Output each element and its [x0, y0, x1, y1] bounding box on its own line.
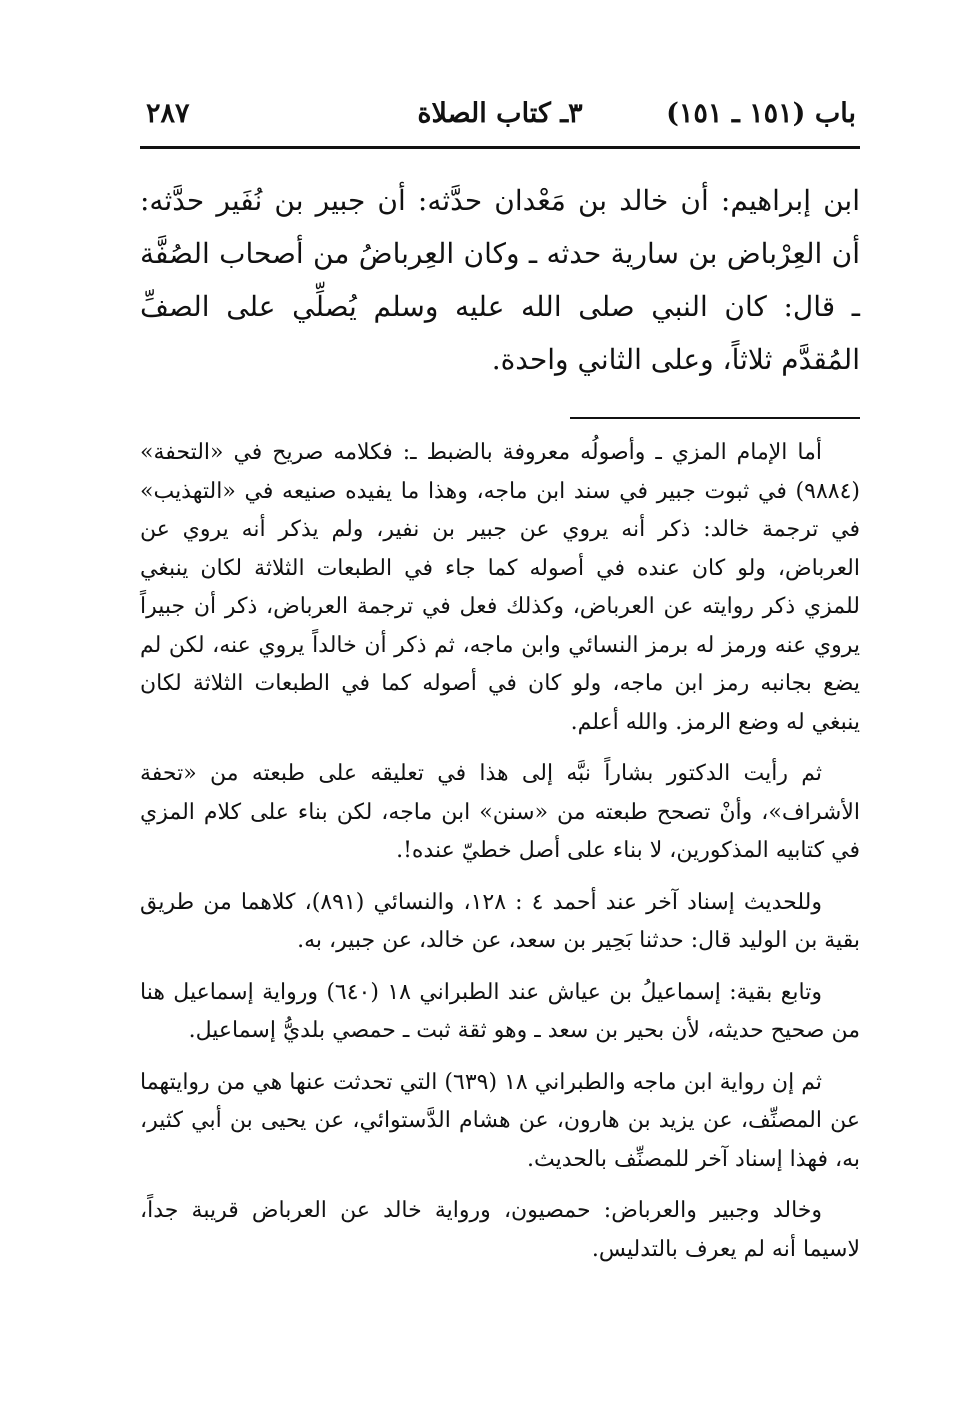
- page-number: ٢٨٧: [146, 98, 190, 129]
- main-text: [140, 174, 860, 386]
- footnote-paragraph: وللحديث إسناد آخر عند أحمد ٤ : ١٢٨، والنسائي (٨٩١)، كلاهما من طريق بقية بن الوليد قال: حدثنا بَحِير بن سعد، عن خالد، عن جبير، به.: [140, 889, 860, 953]
- running-header: [140, 92, 860, 144]
- footnote-paragraph: وتابع بقية: إسماعيلُ بن عياش عند الطبراني ١٨ (٦٤٠) ورواية إسماعيل هنا من صحيح حديثه، لأن بحير بن سعد ـ وهو ثقة ثبت ـ حمصي بلديُّ إسماعيل.: [140, 979, 860, 1043]
- footnote-paragraph: أما الإمام المزي ـ وأصولُه معروفة بالضبط ـ: فكلامه صريح في «التحفة» (٩٨٨٤) في ثبوت جبير في سند ابن ماجه، وهذا ما يفيده صنيعه في «التهذيب» في ترجمة خالد: ذكر أنه يروي عن جبير بن نفير، ولم يذكر أنه يروي عن العرباض، ولو كان عنده في أصوله كما جاء في الطبعات الثلاثة لكان ينبغي للمزي ذكر روايته عن العرباض، وكذلك فعل في ترجمة العرباض، ذكر أن جبيراً يروي عنه ورمز له برمز النسائي وابن ماجه، ثم ذكر أن خالداً يروي عنه، لكن لم يضع بجانبه رمز ابن ماجه، ولو كان في أصوله كما في الطبعات الثلاثة لكان ينبغي له وضع الرمز. والله أعلم.: [140, 440, 860, 735]
- footnote-separator: [570, 417, 860, 419]
- main-paragraph: ابن إبراهيم: أن خالد بن مَعْدان حدَّثه: أن جبير بن نُفَير حدَّثه: أن العِرْباض بن سارية حدثه ـ وكان العِرباضُ من أصحاب الصُفَّة ـ قال: كان النبي صلى الله عليه وسلم يُصلِّي على الصفِّ المُقدَّم ثلاثاً، وعلى الثاني واحدة.: [140, 184, 860, 376]
- book-page: [140, 92, 860, 1382]
- header-rule: [140, 146, 860, 149]
- book-title: ٣ـ كتاب الصلاة: [417, 98, 583, 129]
- footnote-paragraph: ثم رأيت الدكتور بشاراً نبَّه إلى هذا في تعليقه على طبعته من «تحفة الأشراف»، وأنْ تصحح طبعته من «سنن» ابن ماجه، لكن بناء على كلام المزي في كتابيه المذكورين، لا بناء على أصل خطيّ عنده!.: [140, 761, 860, 863]
- chapter-heading: باب (١٥١ ـ ١٥١): [666, 98, 856, 129]
- footnote-paragraph: وخالد وجبير والعرباض: حمصيون، ورواية خالد عن العرباض قريبة جداً، لاسيما أنه لم يعرف بالتدليس.: [140, 1198, 860, 1262]
- footnote-paragraph: ثم إن رواية ابن ماجه والطبراني ١٨ (٦٣٩) التي تحدثت عنها هي من روايتهما عن المصنِّف، عن يزيد بن هارون، عن هشام الدَّستوائي، عن يحيى بن أبي كثير، به، فهذا إسناد آخر للمصنِّف بالحديث.: [140, 1069, 860, 1172]
- footnotes: [140, 434, 860, 1282]
